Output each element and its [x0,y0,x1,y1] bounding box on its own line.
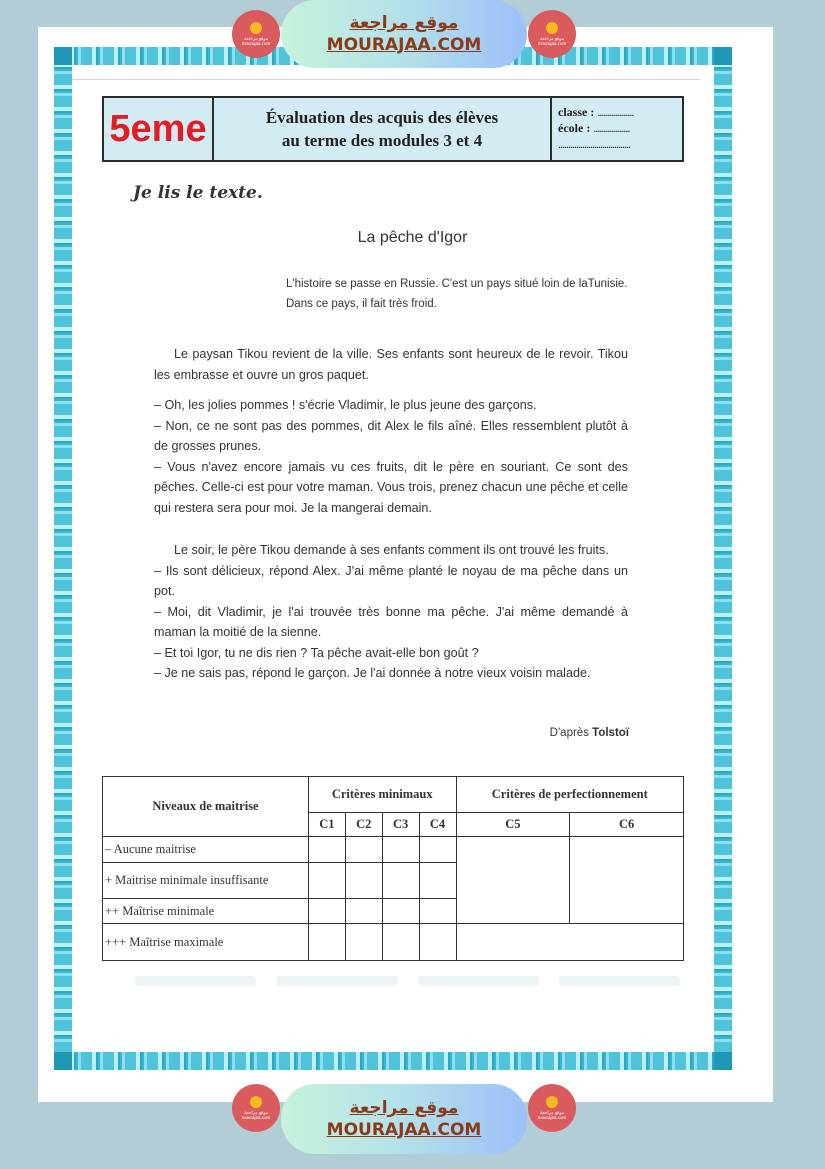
levels-header: Niveaux de maitrise [103,777,309,837]
badge-text: موقع مراجعة mourajaa.com [537,1110,567,1120]
corner-ornament-icon [714,47,732,65]
score-cell[interactable] [382,863,419,899]
banner-arabic: موقع مراجعة [349,13,459,33]
classe-field: classe : .................. [558,105,634,119]
student-info [552,98,682,160]
banner-arabic: موقع مراجعة [349,1098,459,1118]
min-criteria-header: Critères minimaux [309,777,457,813]
exam-header [102,96,684,162]
score-cell[interactable] [309,863,346,899]
story-intro: L'histoire se passe en Russie. C'est un pays situé loin de laTunisie. Dans ce pays, il fait très froid. [286,278,628,310]
ecole-field: école : .................. [558,121,630,135]
badge-text: موقع مراجعة mourajaa.com [241,36,271,46]
book-icon [546,1096,558,1108]
corner-ornament-icon [54,47,72,65]
score-cell[interactable] [309,899,346,924]
level-label: ++ Maîtrise minimale [103,899,309,924]
criterion-c3: C3 [382,813,419,837]
banner-latin: MOURAJAA.COM [326,35,482,55]
divider [72,79,700,80]
section-title: Je lis le texte. [133,183,263,203]
score-cell[interactable] [345,863,382,899]
level-label: + Maitrise minimale insuffisante [103,863,309,899]
logo-badge-left-bottom [232,1084,280,1132]
badge-text: موقع مراجعة mourajaa.com [241,1110,271,1120]
story-paragraph-1: Le paysan Tikou revient de la ville. Ses enfants sont heureux de le revoir. Tikou les embrasse et ouvre un gros paquet. [154,347,628,382]
exam-title-line1: Évaluation des acquis des élèves [265,108,499,127]
criterion-c4: C4 [419,813,456,837]
score-cell[interactable] [456,924,684,961]
logo-badge-right-top [528,10,576,58]
exam-title [214,98,552,160]
score-cell[interactable] [309,837,346,863]
assessment-grid [102,776,684,961]
corner-ornament-icon [714,1052,732,1070]
corner-ornament-icon [54,1052,72,1070]
score-cell[interactable] [345,899,382,924]
level-label: +++ Maîtrise maximale [103,924,309,961]
border-bottom [54,1052,732,1070]
story-paragraph-2: Le soir, le père Tikou demande à ses enfants comment ils ont trouvé les fruits. – Ils sont délicieux, répond Alex. J'ai même planté le noyau de ma pêche dans un pot. – Moi, dit Vladimir, je l'ai trouvée très bonne ma pêche. J'ai même demandé à maman la moitié de la sienne. – Et toi Igor, tu ne dis rien ? Ta pêche avait-elle bon goût ? – Je ne sais pas, répond le garçon. Je l'ai donnée à notre vieux voisin malade. [154,540,628,684]
dialog-line: – Vous n'avez encore jamais vu ces fruits, dit le père en souriant. Ce sont des pêches. Celle-ci est pour votre maman. Vous trois, prenez chacun une pêche et celle qui restera sera pour moi. Je la mangerai demain. [154,459,628,515]
story-title: La pêche d'Igor [357,229,468,246]
badge-text: موقع مراجعة mourajaa.com [537,36,567,46]
score-cell[interactable] [382,899,419,924]
perf-criteria-header: Critères de perfectionnement [456,777,684,813]
book-icon [546,22,558,34]
score-cell[interactable] [382,924,419,961]
score-cell[interactable] [419,863,456,899]
site-banner-bottom[interactable] [281,1084,527,1154]
dialog-line: – Ils sont délicieux, répond Alex. J'ai même planté le noyau de ma pêche dans un pot. [154,563,628,598]
book-icon [250,1096,262,1108]
score-cell[interactable] [345,837,382,863]
border-left [54,47,72,1070]
dialog-line: – Je ne sais pas, répond le garçon. Je l'ai donnée à notre vieux voisin malade. [154,666,591,680]
score-cell[interactable] [419,837,456,863]
score-cell[interactable] [570,837,684,924]
blank-line: .................................... [558,137,630,151]
logo-badge-left-top [232,10,280,58]
table-row [103,837,684,863]
logo-badge-right-bottom [528,1084,576,1132]
dialog-line: – Non, ce ne sont pas des pommes, dit Alex le fils aîné. Elles ressemblent plutôt à de grosses prunes. [154,418,628,453]
site-banner-top[interactable] [281,0,527,68]
story-dialog-1 [154,395,628,518]
score-cell[interactable] [309,924,346,961]
table-row [103,924,684,961]
story-source: D'après Tolstoï [549,727,629,739]
grade-label: 5eme [104,98,214,160]
dialog-line: – Oh, les jolies pommes ! s'écrie Vladimir, le plus jeune des garçons. [154,398,537,412]
score-cell[interactable] [419,899,456,924]
border-right [714,47,732,1070]
level-label: – Aucune maitrise [103,837,309,863]
criterion-c6: C6 [570,813,684,837]
faded-footer-text [135,976,680,986]
score-cell[interactable] [419,924,456,961]
criterion-c2: C2 [345,813,382,837]
dialog-line: – Moi, dit Vladimir, je l'ai trouvée très bonne ma pêche. J'ai même demandé à maman la moitié de la sienne. [154,604,628,639]
criterion-c1: C1 [309,813,346,837]
book-icon [250,22,262,34]
score-cell[interactable] [345,924,382,961]
score-cell[interactable] [456,837,570,924]
criterion-c5: C5 [456,813,570,837]
banner-latin: MOURAJAA.COM [326,1120,482,1140]
score-cell[interactable] [382,837,419,863]
dialog-line: – Et toi Igor, tu ne dis rien ? Ta pêche avait-elle bon goût ? [154,645,479,660]
exam-title-line2: au terme des modules 3 et 4 [281,131,483,150]
